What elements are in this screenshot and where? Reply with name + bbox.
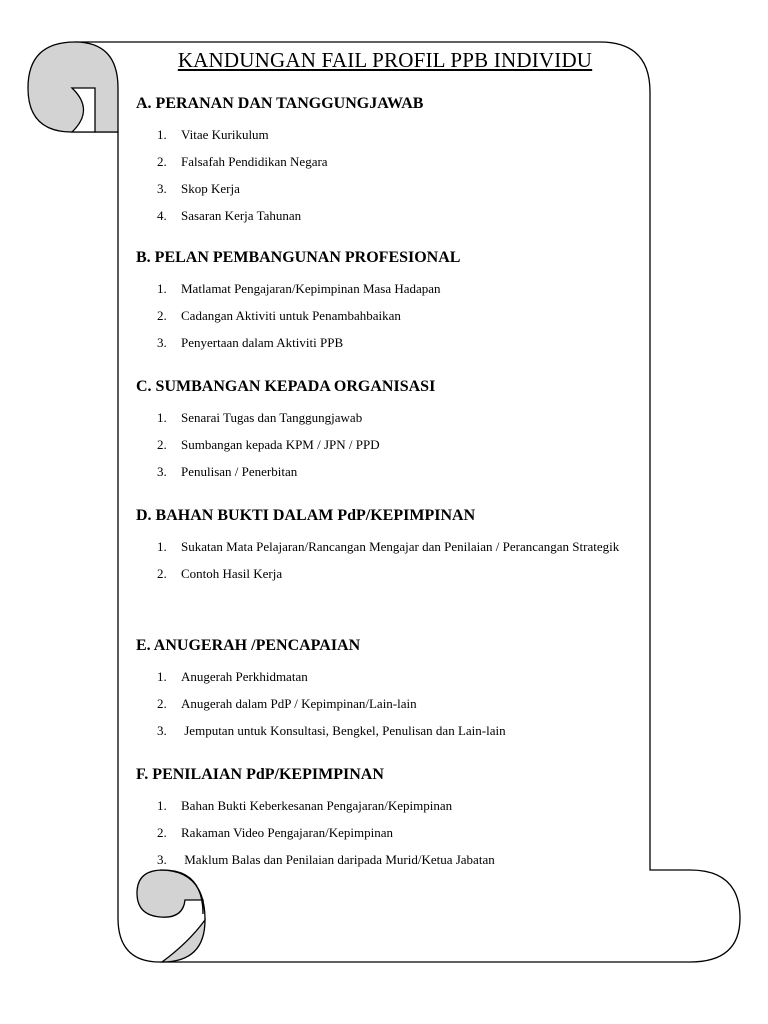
item-text: Senarai Tugas dan Tanggungjawab — [181, 410, 363, 425]
item-number: 1. — [157, 410, 167, 425]
section-heading: A. PERANAN DAN TANGGUNGJAWAB — [136, 95, 424, 112]
list-item — [136, 329, 661, 356]
item-number: 2. — [157, 437, 167, 452]
item-text: Maklum Balas dan Penilaian daripada Murid/Ketua Jabatan — [181, 852, 495, 867]
item-list — [136, 792, 656, 873]
item-number: 1. — [157, 669, 167, 684]
item-number: 3. — [157, 181, 167, 196]
item-text: Contoh Hasil Kerja — [181, 566, 283, 581]
item-text: Anugerah Perkhidmatan — [181, 669, 308, 684]
list-item — [136, 302, 661, 329]
item-number: 3. — [157, 335, 167, 350]
item-number: 3. — [157, 852, 167, 867]
list-item — [136, 819, 661, 846]
item-number: 2. — [157, 154, 167, 169]
section-heading: B. PELAN PEMBANGUNAN PROFESIONAL — [136, 249, 461, 266]
item-text: Penulisan / Penerbitan — [181, 464, 298, 479]
section-heading: F. PENILAIAN PdP/KEPIMPINAN — [136, 766, 384, 783]
item-text: Penyertaan dalam Aktiviti PPB — [181, 335, 344, 350]
item-list — [136, 533, 656, 587]
item-text: Skop Kerja — [181, 181, 240, 196]
item-list — [136, 275, 656, 356]
section-b — [136, 245, 656, 356]
item-number: 2. — [157, 566, 167, 581]
item-list — [136, 404, 656, 485]
item-text: Anugerah dalam PdP / Kepimpinan/Lain-lain — [181, 696, 417, 711]
item-text: Cadangan Aktiviti untuk Penambahbaikan — [181, 308, 401, 323]
item-text: Rakaman Video Pengajaran/Kepimpinan — [181, 825, 393, 840]
item-text: Jemputan untuk Konsultasi, Bengkel, Penulisan dan Lain-lain — [181, 723, 506, 738]
item-text: Sasaran Kerja Tahunan — [181, 208, 302, 223]
list-item — [136, 202, 661, 229]
list-item — [136, 431, 661, 458]
list-item — [136, 560, 661, 587]
list-item — [136, 792, 661, 819]
item-number: 3. — [157, 723, 167, 738]
document-title: KANDUNGAN FAIL PROFIL PPB INDIVIDU — [177, 48, 593, 72]
list-item — [136, 846, 661, 873]
list-item — [136, 533, 661, 560]
item-text: Bahan Bukti Keberkesanan Pengajaran/Kepimpinan — [181, 798, 453, 813]
section-heading: C. SUMBANGAN KEPADA ORGANISASI — [136, 378, 436, 395]
item-number: 3. — [157, 464, 167, 479]
list-item — [136, 275, 661, 302]
list-item — [136, 690, 661, 717]
section-heading: E. ANUGERAH /PENCAPAIAN — [136, 637, 361, 654]
item-list — [136, 663, 656, 744]
item-text: Matlamat Pengajaran/Kepimpinan Masa Hadapan — [181, 281, 441, 296]
item-number: 2. — [157, 696, 167, 711]
item-text: Sumbangan kepada KPM / JPN / PPD — [181, 437, 380, 452]
item-number: 4. — [157, 208, 167, 223]
section-f — [136, 762, 656, 873]
section-d — [136, 503, 656, 587]
item-text: Falsafah Pendidikan Negara — [181, 154, 328, 169]
item-number: 1. — [157, 798, 167, 813]
list-item — [136, 404, 661, 431]
section-e — [136, 633, 656, 744]
item-text: Sukatan Mata Pelajaran/Rancangan Mengajar dan Penilaian / Perancangan Strategik — [181, 539, 620, 554]
item-number: 1. — [157, 281, 167, 296]
list-item — [136, 175, 661, 202]
section-c — [136, 374, 656, 485]
list-item — [136, 717, 661, 744]
list-item — [136, 148, 661, 175]
list-item — [136, 458, 661, 485]
item-text: Vitae Kurikulum — [181, 127, 269, 142]
list-item — [136, 663, 661, 690]
section-a — [136, 91, 656, 229]
item-number: 1. — [157, 539, 167, 554]
list-item — [136, 121, 661, 148]
item-list — [136, 121, 656, 229]
item-number: 2. — [157, 825, 167, 840]
item-number: 2. — [157, 308, 167, 323]
item-number: 1. — [157, 127, 167, 142]
section-heading: D. BAHAN BUKTI DALAM PdP/KEPIMPINAN — [136, 507, 476, 524]
top-curl — [28, 42, 118, 132]
